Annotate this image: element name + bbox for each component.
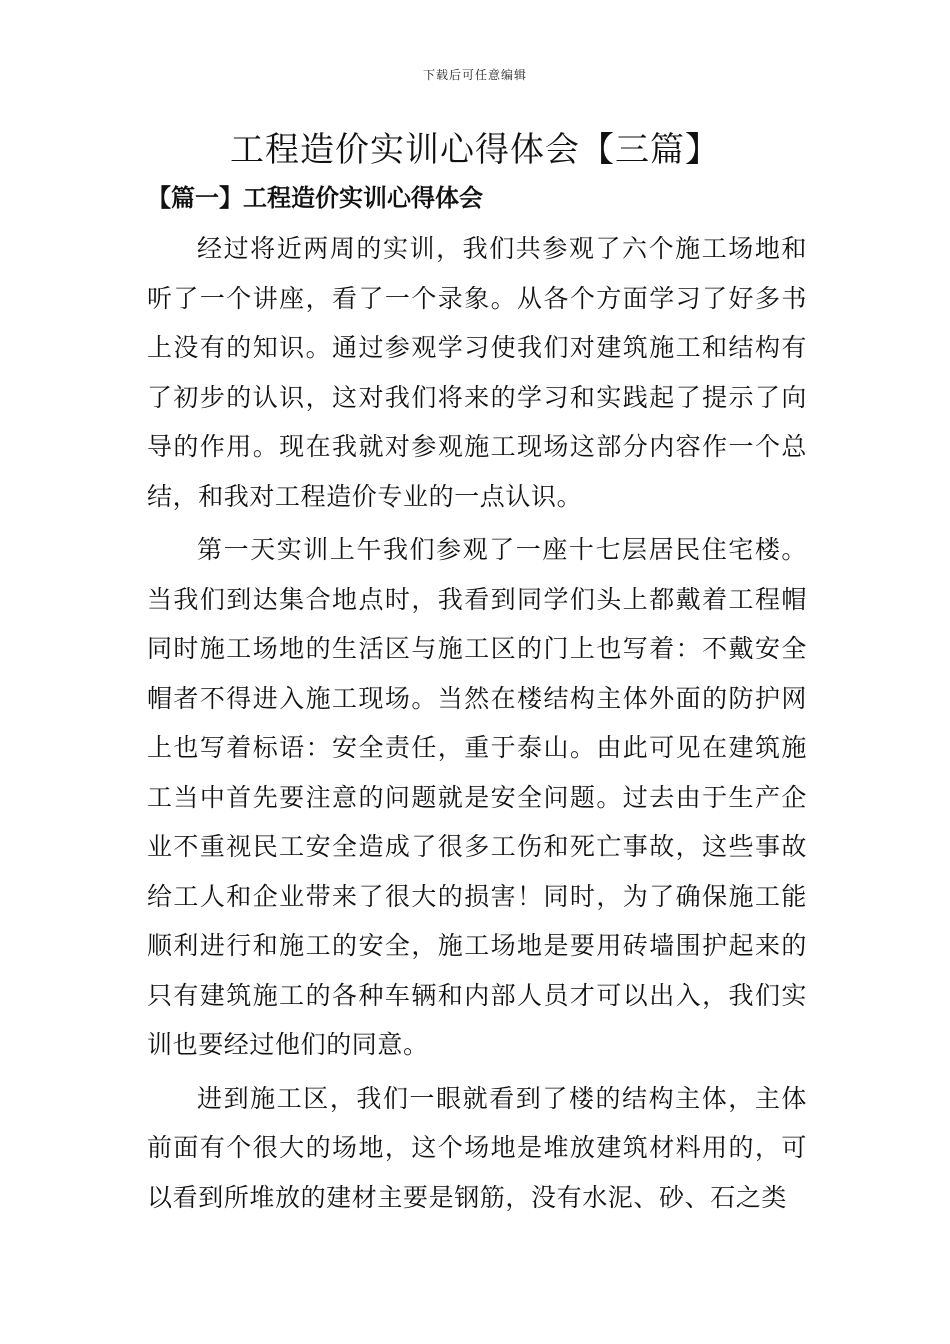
header-note: 下载后可任意编辑 <box>422 68 527 82</box>
paragraph: 进到施工区，我们一眼就看到了楼的结构主体，主体前面有个很大的场地，这个场地是堆放建筑材料用的，可以看到所堆放的建材主要是钢筋，没有水泥、砂、石之类 <box>147 1083 807 1212</box>
paragraph: 第一天实训上午我们参观了一座十七层居民住宅楼。当我们到达集合地点时，我看到同学们头上都戴着工程帽同时施工场地的生活区与施工区的门上也写着：不戴安全帽者不得进入施工现场。当然在楼结构主体外面的防护网上也写着标语：安全责任，重于泰山。由此可见在建筑施工当中首先要注意的问题就是安全问题。过去由于生产企业不重视民工安全造成了很多工伤和死亡事故，这些事故给工人和企业带来了很大的损害！同时，为了确保施工能顺利进行和施工的安全，施工场地是要用砖墙围护起来的只有建筑施工的各种车辆和内部人员才可以出入，我们实训也要经过他们的同意。 <box>147 535 807 1059</box>
section-heading: 【篇一】工程造价实训心得体会 <box>147 183 483 212</box>
paragraph: 经过将近两周的实训，我们共参观了六个施工场地和听了一个讲座，看了一个录象。从各个方面学习了好多书上没有的知识。通过参观学习使我们对建筑施工和结构有了初步的认识，这对我们将来的学习和实践起了提示了向导的作用。现在我就对参观施工现场这部分内容作一个总结，和我对工程造价专业的一点认识。 <box>147 234 807 511</box>
body-text <box>147 224 807 1226</box>
document-title: 工程造价实训心得体会【三篇】 <box>230 130 720 170</box>
